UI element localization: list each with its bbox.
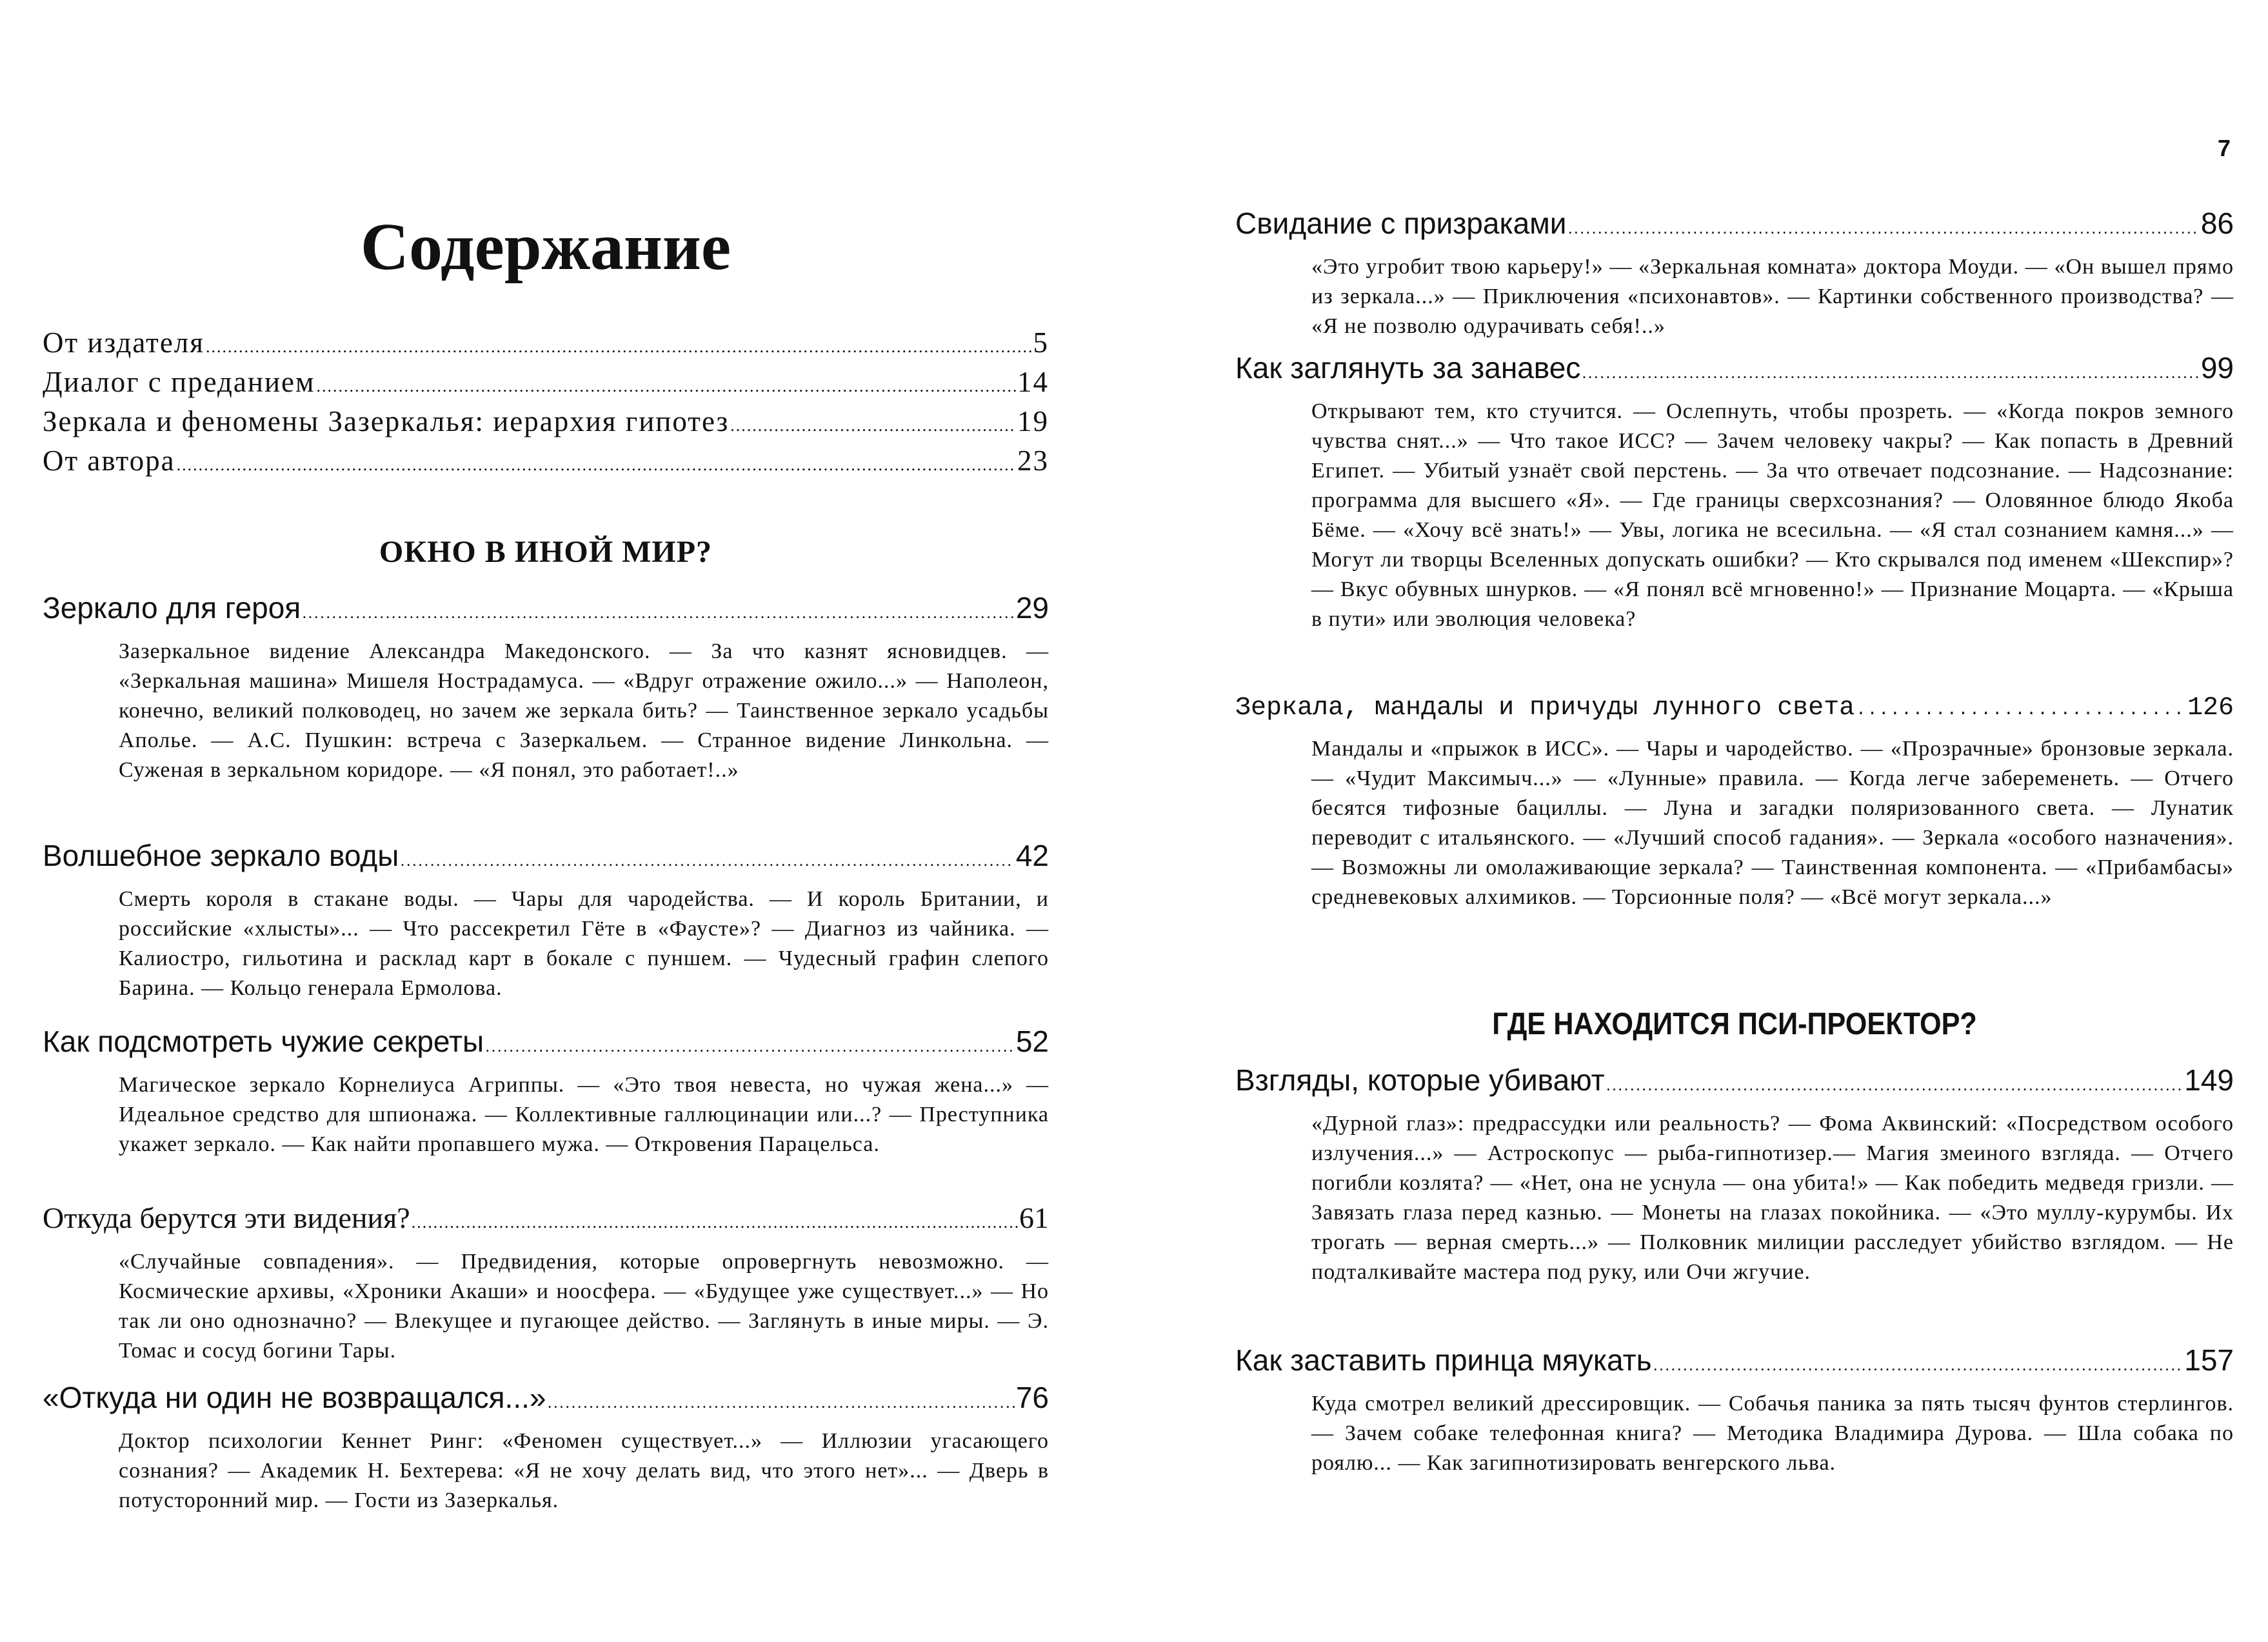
toc-entry-page: 23	[1017, 445, 1049, 477]
toc-entry-page: 61	[1019, 1201, 1049, 1234]
toc-entry-title: Как подсмотреть чужие секреты	[43, 1025, 484, 1058]
dot-leader	[485, 1028, 1015, 1064]
dot-leader	[400, 842, 1014, 878]
toc-entry[interactable]	[1235, 350, 2234, 390]
dot-leader	[547, 1384, 1014, 1420]
dot-leader	[206, 329, 1032, 365]
toc-entry[interactable]	[1235, 1342, 2234, 1383]
dot-leader	[1582, 354, 2200, 390]
toc-entry-page: 14	[1017, 366, 1049, 398]
toc-entry[interactable]	[1235, 1062, 2234, 1103]
toc-entry-title: Зеркала и феномены Зазеркалья: иерархия гипотез	[43, 405, 730, 437]
contents-title: Содержание	[360, 210, 731, 284]
toc-entry-title: Волшебное зеркало воды	[43, 839, 399, 872]
toc-entry-title: Взгляды, которые убивают	[1235, 1063, 1605, 1097]
toc-entry-title: Диалог с преданием	[43, 366, 315, 398]
toc-entry-page: 76	[1015, 1381, 1049, 1414]
chapter-summary: Доктор психологии Кеннет Ринг: «Феномен существует...» — Иллюзии угасающего сознания? — Академик Н. Бехтерева: «Я не хочу делать вид, что этого нет»... — Дверь в потусторонний мир. — Гости из Зазеркалья.	[119, 1429, 1049, 1512]
toc-entry-page: 52	[1015, 1025, 1049, 1058]
toc-entry[interactable]	[43, 325, 1049, 365]
chapter-summary: Магическое зеркало Корнелиуса Агриппы. — «Это твоя невеста, но чужая жена...» — Идеальное средство для шпионажа. — Коллективные галлюцинации или...? — Преступника укажет зеркало. — Как найти пропавшего мужа. — Откровения Парацельса.	[119, 1073, 1049, 1156]
toc-entry-title: Свидание с призраками	[1235, 206, 1567, 240]
chapter-entry[interactable]	[1235, 690, 2234, 912]
page-number: 7	[2218, 135, 2231, 161]
dot-leader	[1856, 692, 2186, 728]
chapter-entry[interactable]	[1235, 1342, 2234, 1478]
chapter-entry[interactable]	[43, 837, 1049, 1003]
chapter-summary: Мандалы и «прыжок в ИСС». — Чары и чародейство. — «Прозрачные» бронзовые зеркала. — «Чудит Максимыч...» — «Лунные» правила. — Когда легче забеременеть. — Отчего бесятся тифозные бациллы. — Луна и загадки поляризованного света. — Лунатик переводит с итальянского. — «Лучший способ гадания». — Зеркала «особого назначения». — Возможны ли омолаживающие зеркала? — Таинственная компонента. — «Прибамбасы» средневековых алхимиков. — Торсионные поля? — «Всё могут зеркала...»	[1311, 737, 2234, 909]
toc-entry-page: 19	[1017, 405, 1049, 437]
toc-entry[interactable]	[43, 590, 1049, 630]
chapter-summary: «Дурной глаз»: предрассудки или реальность? — Фома Аквинский: «Посредством особого излучения...» — Астроскопус — рыба-гипнотизер.— Магия змеиного взгляда. — Отчего погибли козлята? — «Нет, она не уснула — она убита!» — Как победить медведя гризли. — Завязать глаза перед казнью. — Монеты на глазах покойника. — «Это муллу-курумбы. Их трогать — верная смерть...» — Полковник милиции расследует убийство взглядом. — Не подталкивайте мастера под руку, или Очи жгучие.	[1311, 1112, 2234, 1284]
toc-entry[interactable]	[1235, 690, 2234, 728]
toc-entry-page: 42	[1015, 839, 1049, 872]
toc-entry-page: 29	[1015, 591, 1049, 625]
toc-entry-title: Зеркала, мандалы и причуды лунного света	[1235, 694, 1855, 723]
dot-leader	[1568, 210, 2200, 246]
toc-entry-page: 157	[2184, 1343, 2234, 1377]
chapter-entry[interactable]	[43, 590, 1049, 785]
chapter-summary: Открывают тем, кто стучится. — Ослепнуть, чтобы прозреть. — «Когда покров земного чувства снят...» — Что такое ИСС? — Зачем человеку чакры? — Как попасть в Древний Египет. — Убитый узнаёт свой перстень. — За что отвечает подсознание. — Надсознание: программа для высшего «Я». — Где границы сверхсознания? — Оловянное блюдо Якоба Бёме. — «Хочу всё знать!» — Увы, логика не всесильна. — «Я стал сознанием камня...» — Могут ли творцы Вселенных допускать ошибки? — Кто скрывался под именем «Шекспир»? — Вкус обувных шнурков. — «Я понял всё мгновенно!» — Признание Моцарта. — «Крыша в пути» или эволюция человека?	[1311, 399, 2234, 631]
toc-entry-page: 86	[2200, 206, 2234, 240]
toc-entry-page: 5	[1033, 326, 1049, 359]
toc-entry-title: Как заставить принца мяукать	[1235, 1343, 1652, 1377]
chapter-summary: Смерть короля в стакане воды. — Чары для чародейства. — И король Британии, и российские «хлысты»... — Что рассекретил Гёте в «Фаусте»? — Диагноз из чайника. — Калиостро, гильотина и расклад карт в бокале с пуншем. — Чудесный графин слепого Барина. — Кольцо генерала Ермолова.	[119, 887, 1049, 1000]
chapter-entry[interactable]	[1235, 205, 2234, 341]
dot-leader	[412, 1205, 1018, 1241]
dot-leader	[316, 368, 1016, 404]
dot-leader	[1653, 1347, 2183, 1383]
toc-entry-page: 99	[2200, 351, 2234, 385]
toc-entry-title: От издателя	[43, 326, 204, 359]
toc-entry[interactable]	[43, 1379, 1049, 1420]
dot-leader	[177, 447, 1016, 483]
toc-entry-title: От автора	[43, 445, 175, 477]
chapter-summary: Зазеркальное видение Александра Македонского. — За что казнят ясновидцев. — «Зеркальная машина» Мишеля Нострадамуса. — «Вдруг отражение ожило...» — Наполеон, конечно, великий полководец, но зачем же зеркала бить? — Таинственное зеркало усадьбы Аполье. — А.С. Пушкин: встреча с Зазеркальем. — Странное видение Линкольна. — Суженая в зеркальном коридоре. — «Я понял, это работает!..»	[119, 639, 1049, 782]
dot-leader	[730, 408, 1016, 443]
toc-entry-page: 149	[2184, 1063, 2234, 1097]
toc-entry[interactable]	[43, 1023, 1049, 1064]
toc-entry[interactable]	[43, 404, 1049, 443]
toc-entry-title: Откуда берутся эти видения?	[43, 1201, 410, 1234]
toc-entry[interactable]	[43, 1200, 1049, 1241]
dot-leader	[302, 594, 1015, 630]
chapter-entry[interactable]	[43, 1023, 1049, 1159]
toc-entry[interactable]	[43, 443, 1049, 483]
chapter-summary: «Случайные совпадения». — Предвидения, которые опровергнуть невозможно. — Космические архивы, «Хроники Акаши» и ноосфера. — «Будущее уже существует...» — Но так ли оно однозначно? — Влекущее и пугающее действо. — Заглянуть в иные миры. — Э. Томас и сосуд богини Тары.	[119, 1250, 1049, 1363]
toc-entry-page: 126	[2187, 694, 2234, 723]
dot-leader	[1606, 1066, 2183, 1103]
toc-entry-title: Как заглянуть за занавес	[1235, 351, 1581, 385]
toc-entry-title: Зеркало для героя	[43, 591, 301, 625]
section-heading: ОКНО В ИНОЙ МИР?	[379, 535, 713, 569]
chapter-entry[interactable]	[1235, 350, 2234, 634]
toc-entry[interactable]	[43, 365, 1049, 404]
toc-entry[interactable]	[43, 837, 1049, 878]
intro-list	[43, 325, 1049, 483]
chapter-entry[interactable]	[43, 1379, 1049, 1516]
chapter-summary: «Это угробит твою карьеру!» — «Зеркальная комната» доктора Моуди. — «Он вышел прямо из зеркала...» — Приключения «психонавтов». — Картинки собственного производства? — «Я не позволю одурачивать себя!..»	[1311, 255, 2234, 338]
toc-entry-title: «Откуда ни один не возвращался...»	[43, 1381, 546, 1414]
section-heading: ГДЕ НАХОДИТСЯ ПСИ-ПРОЕКТОР?	[1492, 1007, 1977, 1041]
chapter-entry[interactable]	[1235, 1062, 2234, 1287]
toc-entry[interactable]	[1235, 205, 2234, 246]
chapter-summary: Куда смотрел великий дрессировщик. — Собачья паника за пять тысяч фунтов стерлингов. — Зачем собаке телефонная книга? — Методика Владимира Дурова. — Шла собака по роялю... — Как загипнотизировать венгерского льва.	[1311, 1392, 2234, 1475]
chapter-entry[interactable]	[43, 1200, 1049, 1366]
